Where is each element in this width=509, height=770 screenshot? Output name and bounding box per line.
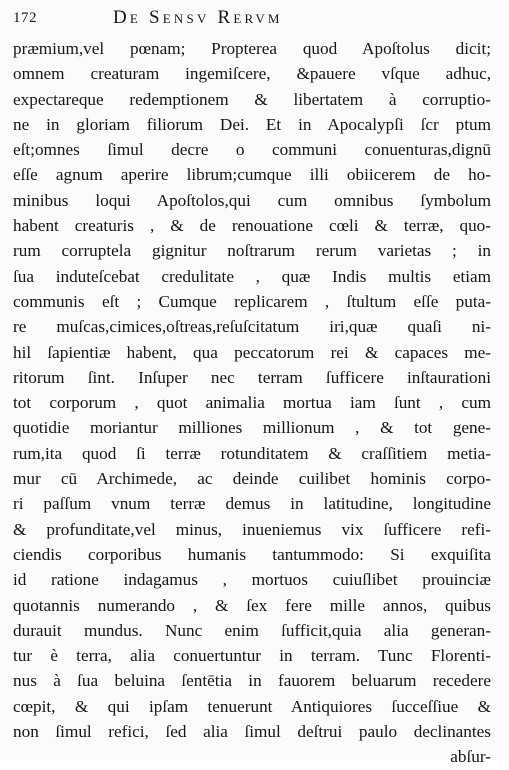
- text-line: durauit mundus. Nunc enim ſufficit,quia alia generan-: [13, 620, 491, 640]
- text-line: eſt;omnes ſimul decre o communi conuenturas,dignū: [13, 140, 491, 160]
- text-line: expectareque redemptionem & libertatem à corruptio-: [13, 89, 491, 109]
- text-line: ri paſſum vnum terræ demus in latitudine, longitudine: [13, 494, 491, 514]
- text-line: tur è terra, alia conuertuntur in terram. Tunc Florenti-: [13, 646, 491, 666]
- text-line: id ratione indagamus , mortuos cuiuſlibet prouinciæ: [13, 570, 491, 590]
- text-line: quotidie moriantur milliones millionum , & tot gene-: [13, 418, 491, 438]
- text-line: habent creaturis , & de renouatione cœli & terræ, quo-: [13, 216, 491, 236]
- text-line: nus à ſua beluina ſentētia in fauorem beluarum recedere: [13, 671, 491, 691]
- text-line: & profunditate,vel minus, inueniemus vix ſufficere refi-: [13, 519, 491, 539]
- text-line: cœpit, & qui ipſam tenuerunt Antiquiores ſucceſſiue &: [13, 696, 491, 716]
- text-line: præmium,vel pœnam; Propterea quod Apoſtolus dicit;: [13, 39, 491, 58]
- text-line: ſua induteſcebat credulitate , quæ Indis multis etiam: [13, 266, 491, 286]
- text-line: eſſe agnum aperire librum;cumque illi obiicerem de ho-: [13, 165, 491, 185]
- page-header: [13, 4, 495, 32]
- catchword: abſur-: [450, 747, 491, 767]
- text-line: mur cū Archimede, ac deinde cuilibet hominis corpo-: [13, 469, 491, 489]
- text-line: ritorum ſint. Inſuper nec terram ſufficere inſtaurationi: [13, 367, 491, 387]
- page-number: 172: [13, 10, 37, 26]
- text-line: rum,ita quod ſi terræ rotunditatem & craſſitiem metia-: [13, 443, 491, 463]
- text-line: ne in gloriam filiorum Dei. Et in Apocalypſi ſcr ptum: [13, 114, 491, 134]
- text-line: tot corporum , quot animalia mortua iam ſunt , cum: [13, 393, 491, 413]
- text-line: communis eſt ; Cumque replicarem , ſtultum eſſe puta-: [13, 291, 491, 311]
- body-text: [13, 36, 491, 770]
- text-line: minibus loqui Apoſtolos,qui cum omnibus ſymbolum: [13, 190, 491, 210]
- text-line: re muſcas,cimices,oſtreas,reſuſcitatum iri,quæ quaſi ni-: [13, 317, 491, 337]
- text-line: hil ſapientiæ habent, qua peccatorum rei & capaces me-: [13, 342, 491, 362]
- text-line: ciendis corporibus humanis tantummodo: Si exquiſita: [13, 544, 491, 564]
- text-line: rum corruptela gignitur noſtrarum rerum varietas ; in: [13, 241, 491, 261]
- text-line: quotannis numerando , & ſex fere mille annos, quibus: [13, 595, 491, 615]
- running-title: De Sensv Rervm: [113, 7, 283, 28]
- text-line: omnem creaturam ingemiſcere, &pauere vſque adhuc,: [13, 64, 491, 84]
- text-line: non ſimul refici, ſed alia ſimul deſtrui paulo declinantes: [13, 722, 491, 742]
